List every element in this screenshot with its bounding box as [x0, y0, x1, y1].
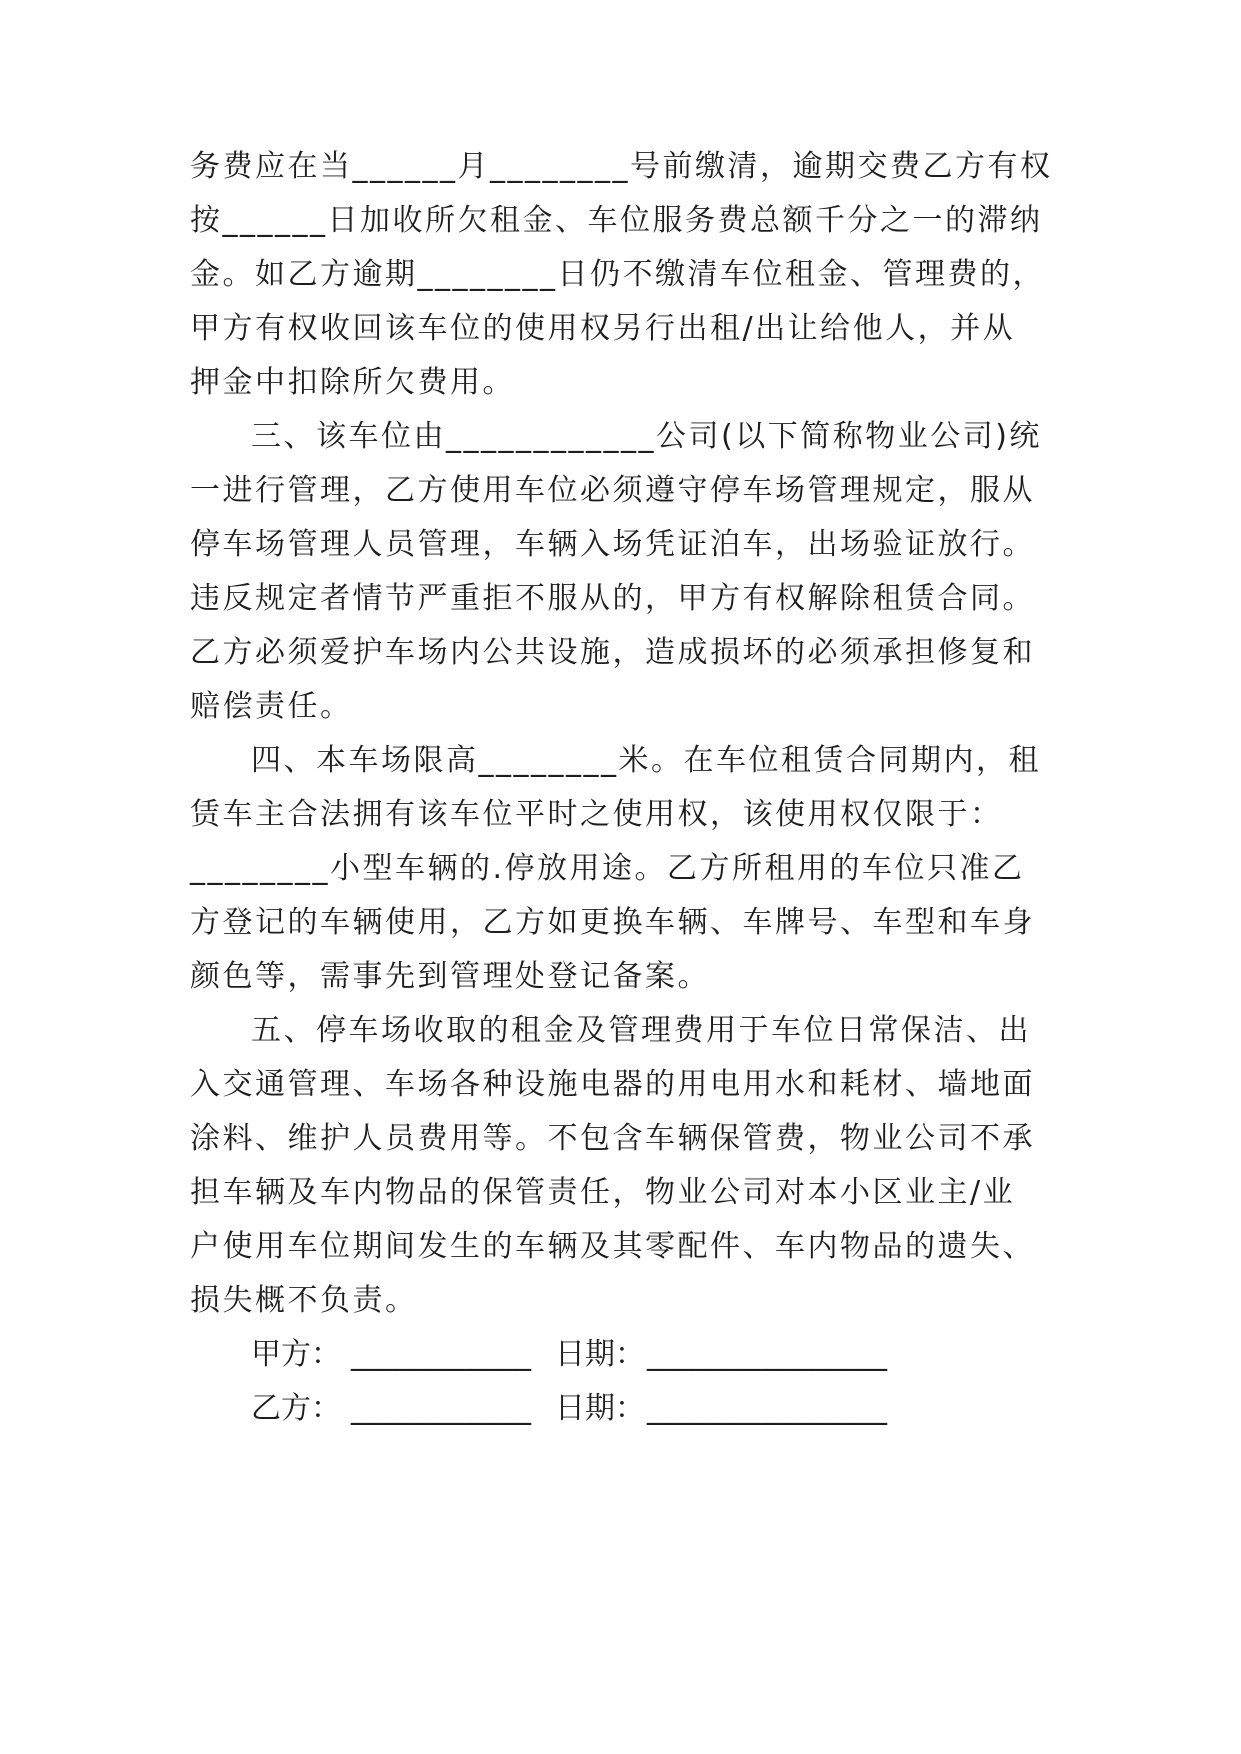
- text-line: 方登记的车辆使用，乙方如更换车辆、车牌号、车型和车身: [190, 905, 1035, 940]
- party-b-date-label: 日期：: [555, 1391, 645, 1426]
- text-line: 一进行管理，乙方使用车位必须遵守停车场管理规定，服从: [190, 473, 1035, 508]
- text-line: 涂料、维护人员费用等。不包含车辆保管费，物业公司不承: [190, 1121, 1035, 1156]
- text-line: 户使用车位期间发生的车辆及其零配件、车内物品的遗失、: [190, 1229, 1035, 1264]
- party-a-label: 甲方：: [251, 1337, 341, 1372]
- party-b-date-blank: ________________: [647, 1391, 887, 1426]
- text-line: 务费应在当______月________号前缴清，逾期交费乙方有权: [190, 149, 1053, 184]
- party-b-label: 乙方：: [251, 1391, 341, 1426]
- party-a-blank: ____________: [351, 1337, 531, 1372]
- text-line: 损失概不负责。: [190, 1283, 418, 1318]
- text-line: 赁车主合法拥有该车位平时之使用权，该使用权仅限于：: [190, 797, 1003, 832]
- text-line: 赔偿责任。: [190, 689, 353, 724]
- party-a-date-label: 日期：: [555, 1337, 645, 1372]
- text-line: 颜色等，需事先到管理处登记备案。: [190, 959, 710, 994]
- party-a-date-blank: ________________: [647, 1337, 887, 1372]
- text-line: 三、该车位由____________公司(以下简称物业公司)统: [251, 419, 1042, 454]
- text-line: 停车场管理人员管理，车辆入场凭证泊车，出场验证放行。: [190, 527, 1035, 562]
- party-b-blank: ____________: [351, 1391, 531, 1426]
- text-line: 金。如乙方逾期________日仍不缴清车位租金、管理费的，: [190, 257, 1045, 292]
- text-line: 担车辆及车内物品的保管责任，物业公司对本小区业主/业: [190, 1175, 1016, 1210]
- text-line: 乙方必须爱护车场内公共设施，造成损坏的必须承担修复和: [190, 635, 1035, 670]
- text-line: ________小型车辆的.停放用途。乙方所租用的车位只准乙: [190, 851, 1025, 886]
- text-line: 甲方有权收回该车位的使用权另行出租/出让给他人，并从: [190, 311, 1016, 346]
- text-line: 按______日加收所欠租金、车位服务费总额千分之一的滞纳: [190, 203, 1043, 238]
- text-line: 五、停车场收取的租金及管理费用于车位日常保洁、出: [251, 1013, 1031, 1048]
- text-line: 入交通管理、车场各种设施电器的用电用水和耗材、墙地面: [190, 1067, 1035, 1102]
- text-line: 押金中扣除所欠费用。: [190, 365, 515, 400]
- text-line: 四、本车场限高________米。在车位租赁合同期内，租: [251, 743, 1041, 778]
- text-line: 违反规定者情节严重拒不服从的，甲方有权解除租赁合同。: [190, 581, 1035, 616]
